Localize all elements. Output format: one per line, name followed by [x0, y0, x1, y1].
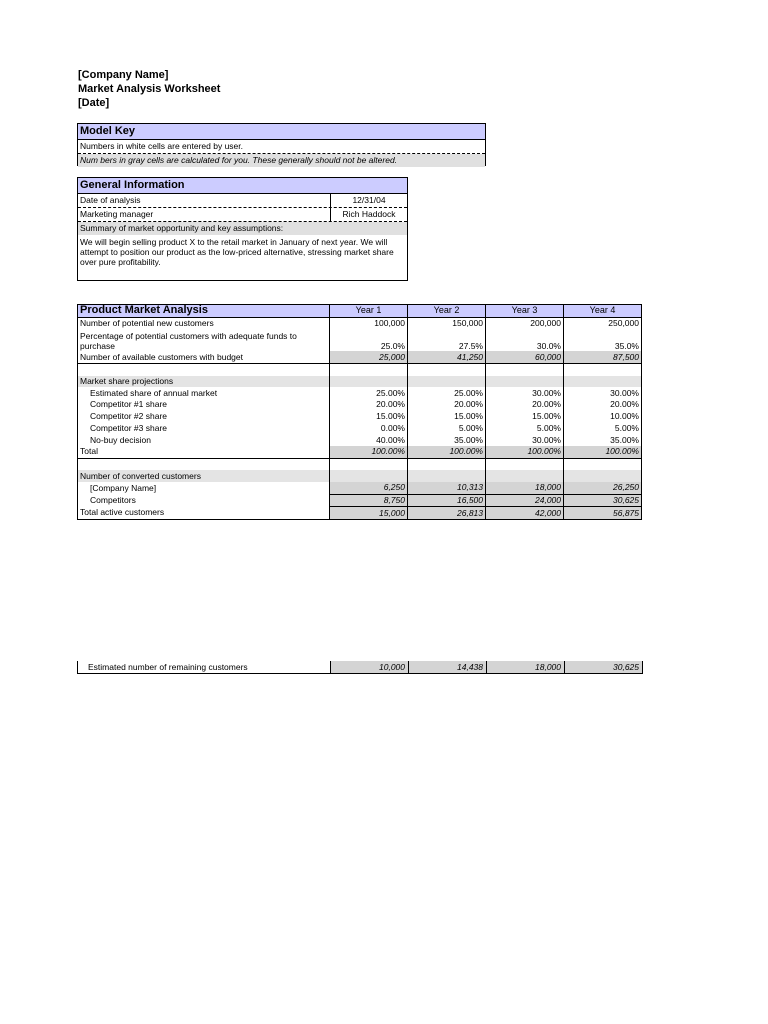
company-y4: 26,250 [564, 482, 642, 494]
nobuy-y2[interactable]: 35.00% [408, 434, 486, 446]
competitor-1-label: Competitor #1 share [78, 399, 330, 411]
remaining-y3: 18,000 [486, 661, 564, 674]
table-row [78, 470, 642, 482]
active-y4: 56,875 [564, 507, 642, 520]
year-2-header: Year 2 [408, 305, 486, 318]
spacer-row [78, 458, 642, 470]
year-3-header: Year 3 [486, 305, 564, 318]
nobuy-y3[interactable]: 30.00% [486, 434, 564, 446]
pma-header-row [78, 305, 642, 318]
spacer-row [78, 364, 642, 376]
comp2-y3[interactable]: 15.00% [486, 411, 564, 423]
potential-y2[interactable]: 150,000 [408, 317, 486, 329]
pct-y1[interactable]: 25.0% [330, 329, 408, 351]
potential-y1[interactable]: 100,000 [330, 317, 408, 329]
available-y4: 87,500 [564, 351, 642, 363]
market-share-section-label: Market share projections [78, 376, 330, 388]
no-buy-label: No-buy decision [78, 434, 330, 446]
comp2-y1[interactable]: 15.00% [330, 411, 408, 423]
available-y1: 25,000 [330, 351, 408, 363]
pma-title: Product Market Analysis [78, 305, 330, 318]
model-key-calc-cells: Num bers in gray cells are calculated for you. These generally should not be altered. [78, 154, 485, 167]
active-y1: 15,000 [330, 507, 408, 520]
model-key-box [77, 123, 486, 166]
total-y2: 100.00% [408, 446, 486, 458]
table-row [78, 387, 642, 399]
competitors-converted-label: Competitors [78, 494, 330, 507]
est-share-label: Estimated share of annual market [78, 387, 330, 399]
marketing-manager-value[interactable]: Rich Haddock [342, 209, 396, 219]
active-y3: 42,000 [486, 507, 564, 520]
competitors-y1: 8,750 [330, 494, 408, 507]
est-share-y3[interactable]: 30.00% [486, 387, 564, 399]
company-y3: 18,000 [486, 482, 564, 494]
remaining-y1: 10,000 [330, 661, 408, 674]
potential-y4[interactable]: 250,000 [564, 317, 642, 329]
comp1-y2[interactable]: 20.00% [408, 399, 486, 411]
summary-text[interactable]: We will begin selling product X to the retail market in January of next year. We will attempt to position our product as the low-priced alternative, stressing market share over pure profitability. [80, 237, 394, 267]
available-y3: 60,000 [486, 351, 564, 363]
comp1-y4[interactable]: 20.00% [564, 399, 642, 411]
year-1-header: Year 1 [330, 305, 408, 318]
table-row [78, 423, 642, 435]
est-share-y2[interactable]: 25.00% [408, 387, 486, 399]
est-share-y4[interactable]: 30.00% [564, 387, 642, 399]
comp3-y4[interactable]: 5.00% [564, 423, 642, 435]
active-y2: 26,813 [408, 507, 486, 520]
model-key-title: Model Key [78, 124, 485, 140]
marketing-manager-row [78, 208, 407, 222]
comp3-y3[interactable]: 5.00% [486, 423, 564, 435]
table-row [78, 482, 642, 494]
est-share-y1[interactable]: 25.00% [330, 387, 408, 399]
remaining-customers-row [77, 661, 643, 674]
table-row [78, 434, 642, 446]
total-y3: 100.00% [486, 446, 564, 458]
year-4-header: Year 4 [564, 305, 642, 318]
table-row [78, 494, 642, 507]
share-total-label: Total [78, 446, 330, 458]
table-row [78, 399, 642, 411]
potential-y3[interactable]: 200,000 [486, 317, 564, 329]
total-y4: 100.00% [564, 446, 642, 458]
remaining-y4: 30,625 [564, 661, 643, 674]
table-row [78, 351, 642, 363]
table-row [78, 446, 642, 458]
general-info-box [77, 177, 408, 281]
pct-y2[interactable]: 27.5% [408, 329, 486, 351]
remaining-customers-label: Estimated number of remaining customers [77, 661, 330, 674]
pct-y4[interactable]: 35.0% [564, 329, 642, 351]
competitors-y2: 16,500 [408, 494, 486, 507]
available-y2: 41,250 [408, 351, 486, 363]
product-market-analysis-table [77, 304, 642, 520]
total-y1: 100.00% [330, 446, 408, 458]
total-active-label: Total active customers [78, 507, 330, 520]
worksheet-date: [Date] [78, 97, 110, 109]
remaining-y2: 14,438 [408, 661, 486, 674]
available-customers-label: Number of available customers with budget [78, 351, 330, 363]
model-key-user-cells: Numbers in white cells are entered by user. [78, 140, 485, 154]
company-name: [Company Name] [78, 69, 169, 81]
table-row [78, 329, 642, 351]
competitors-y4: 30,625 [564, 494, 642, 507]
company-converted-label: [Company Name] [78, 482, 330, 494]
worksheet-title: Market Analysis Worksheet [78, 83, 221, 95]
comp2-y4[interactable]: 10.00% [564, 411, 642, 423]
marketing-manager-label: Marketing manager [78, 208, 331, 221]
converted-section-label: Number of converted customers [78, 470, 330, 482]
table-row [78, 376, 642, 388]
comp3-y1[interactable]: 0.00% [330, 423, 408, 435]
company-y2: 10,313 [408, 482, 486, 494]
date-of-analysis-row [78, 194, 407, 208]
competitors-y3: 24,000 [486, 494, 564, 507]
comp1-y1[interactable]: 20.00% [330, 399, 408, 411]
summary-label: Summary of market opportunity and key assumptions: [78, 222, 407, 235]
nobuy-y1[interactable]: 40.00% [330, 434, 408, 446]
competitor-2-label: Competitor #2 share [78, 411, 330, 423]
pct-adequate-funds-label: Percentage of potential customers with adequate funds to purchase [78, 329, 330, 351]
nobuy-y4[interactable]: 35.00% [564, 434, 642, 446]
competitor-3-label: Competitor #3 share [78, 423, 330, 435]
comp3-y2[interactable]: 5.00% [408, 423, 486, 435]
comp1-y3[interactable]: 20.00% [486, 399, 564, 411]
pct-y3[interactable]: 30.0% [486, 329, 564, 351]
table-row [78, 507, 642, 520]
potential-customers-label: Number of potential new customers [78, 317, 330, 329]
general-info-title: General Information [78, 178, 407, 194]
date-of-analysis-value[interactable]: 12/31/04 [352, 195, 386, 205]
company-y1: 6,250 [330, 482, 408, 494]
table-row [78, 317, 642, 329]
comp2-y2[interactable]: 15.00% [408, 411, 486, 423]
table-row [78, 411, 642, 423]
date-of-analysis-label: Date of analysis [78, 194, 331, 207]
